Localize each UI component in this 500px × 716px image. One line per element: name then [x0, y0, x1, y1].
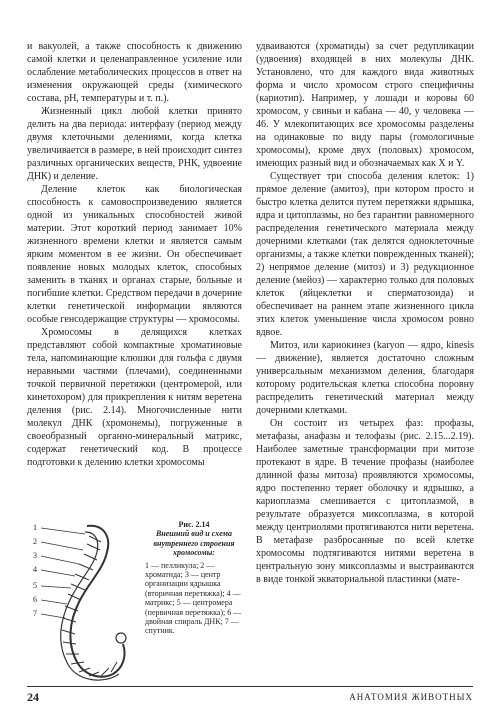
dna-helix	[62, 536, 117, 676]
callout-3: 3	[33, 551, 37, 560]
running-head: АНАТОМИЯ ЖИВОТНЫХ	[349, 692, 473, 702]
callout-2: 2	[33, 537, 37, 546]
callout-4: 4	[33, 565, 37, 574]
paragraph: Деление клеток как биологическая способность к самовоспроизведению является одной из уникальных способностей живой материи. Этот короткий период занимает 10% жизненного времени клетки и является самым ярким моментом в ее жизни. Он обеспечивает появление новых молодых клеток, способных заменить в тканях и органах старые, больные и погибшие клетки. Средством передачи в дочерние клетки генетической информации являются особые генсодержащие структуры — хромосомы.	[27, 184, 242, 325]
paragraph: Существует три способа деления клеток: 1) прямое деление (амитоз), при котором просто и быстро клетка делится путем перетяжки ядрышка, ядра и цитоплазмы, но без гарантии равномерного распределения генетического материала между дочерними клетками (так делятся одноклеточные организмы, а также клетки поврежденных тканей); 2) непрямое деление (митоз) и 3) редукционное деление (мейоз) — характерно только для половых клеток (яйцеклетки и сперматозоида) и обеспечивает на раннем этапе жизненного цикла этих клеток уменьшение числа хромосом ровно вдвое.	[256, 171, 474, 338]
paragraph: удваиваются (хроматиды) за счет редупликации (удвоения) входящей в них молекулы ДНК. Установлено, что для каждого вида животных форма и число хромосом строго специфичны (кариотип). Например, у лошади и коровы 60 хромосом, у свиньи и кабана — 40, у человека — 46. У млекопитающих все хромосомы разделены на одинаковые по виду пары (гомологичные хромосомы), кроме двух (половых) хромосом, имеющих разный вид и обозначаемых как X и Y.	[256, 41, 474, 169]
callout-6: 6	[33, 595, 37, 604]
satellite	[116, 633, 126, 643]
figure-legend: 1 — пелликула; 2 — хроматида; 3 — центр организации ядрышка (вторичная перетяжка); 4 — матрикс; 5 — центромера (первичная перетяжка); 6 — двойная спираль ДНК; 7 — спутник.	[145, 560, 242, 636]
chromatid-outline	[61, 532, 119, 680]
footer-divider	[27, 686, 473, 687]
figure-title: Рис. 2.14	[178, 520, 210, 529]
paragraph: Митоз, или кариокинез (karyon — ядро, kinesis — движение), является достаточно сложным универсальным механизмом деления, благодаря которому родительская клетка способна поровну распределить генетический материал между дочерними клетками.	[256, 340, 474, 416]
chromosome-figure	[27, 516, 242, 686]
paragraph: Хромосомы в делящихся клетках представляют собой компактные хроматиновые тела, напоминающие клюшки для гольфа с двумя неравными частями (плечами), соединенными точкой первичной перетяжки (центромерой, или кинетохором) для прикрепления к нитям веретена деления (рис. 2.14). Многочисленные нити молекул ДНК (хромонемы), погруженные в своеобразный органно-минеральный матрикс, содержат генетический код. В процессе подготовки к делению клетки хромосомы	[27, 327, 242, 468]
page-number: 24	[27, 690, 39, 704]
figure-subtitle: Внешний вид и схема внутреннего строения хромосомы:	[153, 529, 235, 558]
paragraph: и вакуолей, а также способность к движению самой клетки и целенаправленное усиление или ослабление метаболических процессов в ответ на изменения окружающей среды (химического состава, рН, температуры и т. п.).	[27, 41, 242, 104]
figure-caption	[145, 520, 243, 636]
chromosome-diagram	[27, 516, 145, 684]
right-text-column	[256, 40, 474, 586]
callout-5: 5	[33, 581, 37, 590]
callout-1: 1	[33, 523, 37, 532]
callout-7: 7	[33, 609, 37, 618]
paragraph: Он состоит из четырех фаз: профазы, метафазы, анафазы и телофазы (рис. 2.15...2.19). Наиболее заметные трансформации при митозе протекают в ядре. В течение профазы (наиболее длинной фазы митоза) проявляются хромосомы, ядро постепенно теряет оболочку и ядрышко, а кариоплазма смешивается с цитоплазмой, в результате образуется миксоплазма, в которой между центриолями протягиваются нити веретена. В метафазе разбросанные по всей клетке хромосомы подтягиваются нитями веретена в центральную зону миксоплазмы и выстраиваются в виде тонкой экваториальной пластинки (мате-	[256, 418, 474, 585]
paragraph: Жизненный цикл любой клетки принято делить на два периода: интерфазу (период между двумя клеточными делениями, когда клетка увеличивается в размере, в ней происходит синтез различных органических веществ, РНК, удвоение ДНК) и деление.	[27, 106, 242, 182]
left-text-column	[27, 40, 242, 469]
